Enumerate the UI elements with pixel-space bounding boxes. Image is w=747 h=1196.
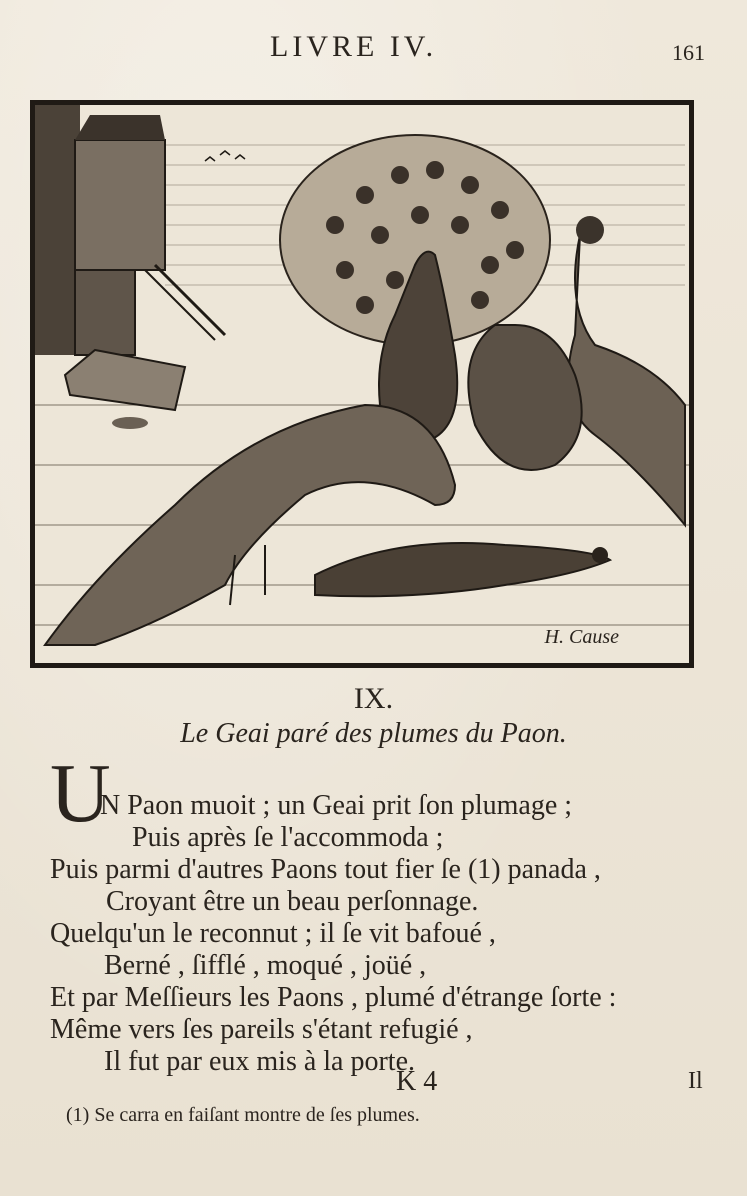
engraving-illustration [30, 100, 694, 668]
page-number: 161 [672, 40, 705, 65]
fable-number: IX. [353, 682, 394, 715]
verse-line: Puis parmi d'autres Paons tout fier ſe (1) panada , [50, 854, 601, 885]
verse-line: Puis après ſe l'accommoda ; [132, 822, 444, 853]
catchword: Il [688, 1068, 703, 1094]
running-head: LIVRE IV. [270, 30, 438, 63]
footnote: (1) Se carra en faiſant montre de ſes plumes. [66, 1104, 420, 1126]
engraver-signature: H. Cause [544, 626, 619, 648]
verse-line: Berné , ſifflé , moqué , joüé , [104, 950, 427, 981]
verse-line: Quelqu'un le reconnut ; il ſe vit bafoué , [50, 918, 496, 949]
peacock-scene-image [35, 105, 689, 663]
fable-title: Le Geai paré des plumes du Paon. [180, 718, 567, 749]
verse-line: Même vers ſes pareils s'étant refugié , [50, 1014, 473, 1045]
verse-line: Et par Meſſieurs les Paons , plumé d'étrange ſorte : [50, 982, 617, 1013]
signature-mark: K 4 [396, 1066, 438, 1097]
verse-line: Il fut par eux mis à la porte. [104, 1046, 416, 1077]
verse-line: N Paon muoit ; un Geai prit ſon plumage ; [100, 790, 573, 821]
drop-cap: U [50, 747, 111, 840]
verse-line: Croyant être un beau perſonnage. [106, 886, 479, 917]
